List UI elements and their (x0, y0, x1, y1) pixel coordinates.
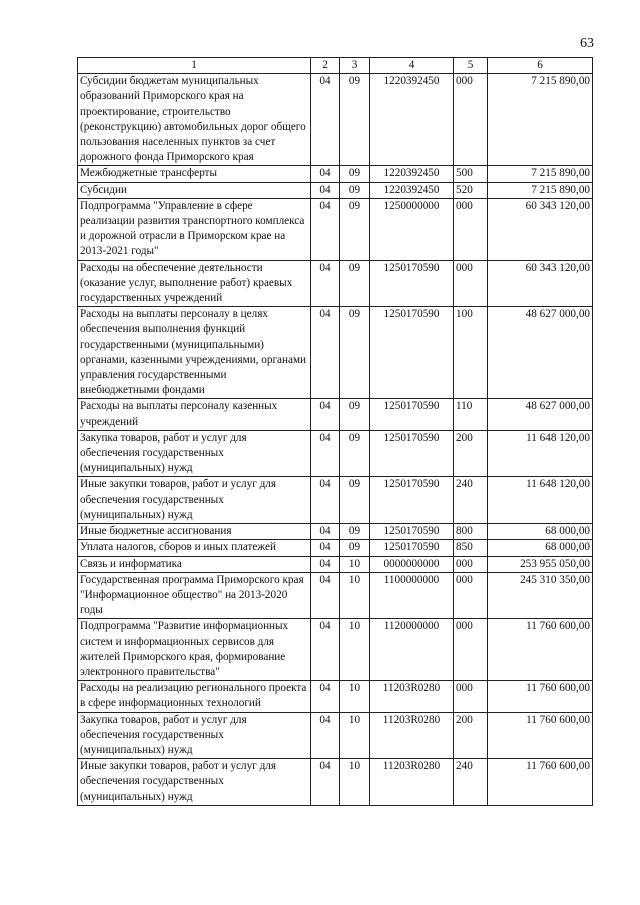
row-subsection: 09 (340, 524, 370, 540)
row-expense-type: 240 (454, 759, 488, 806)
table-row (78, 182, 593, 198)
row-subsection: 10 (340, 556, 370, 572)
row-expense-type: 000 (454, 260, 488, 307)
row-subsection: 09 (340, 399, 370, 430)
column-header-5: 5 (454, 58, 488, 74)
row-target-article: 1220392450 (370, 74, 454, 166)
row-name: Закупка товаров, работ и услуг для обеспечения государственных (муниципальных) нужд (78, 712, 311, 759)
row-amount: 7 215 890,00 (488, 74, 593, 166)
table-row (78, 430, 593, 477)
row-target-article: 11203R0280 (370, 712, 454, 759)
row-name: Субсидии бюджетам муниципальных образований Приморского края на проектирование, строительство (реконструкцию) автомобильных дорог общего пользования населенных пунктов за счет дорожного фонда Приморского края (78, 74, 311, 166)
row-subsection: 09 (340, 182, 370, 198)
row-expense-type: 200 (454, 430, 488, 477)
row-section: 04 (311, 74, 340, 166)
row-subsection: 09 (340, 477, 370, 524)
row-expense-type: 240 (454, 477, 488, 524)
table-row (78, 198, 593, 260)
row-amount: 11 648 120,00 (488, 430, 593, 477)
row-expense-type: 200 (454, 712, 488, 759)
row-subsection: 10 (340, 712, 370, 759)
row-amount: 11 760 600,00 (488, 759, 593, 806)
row-section: 04 (311, 430, 340, 477)
row-amount: 7 215 890,00 (488, 182, 593, 198)
row-target-article: 11203R0280 (370, 759, 454, 806)
row-name: Расходы на обеспечение деятельности (оказание услуг, выполнение работ) краевых государственных учреждений (78, 260, 311, 307)
row-section: 04 (311, 307, 340, 399)
row-amount: 11 760 600,00 (488, 619, 593, 681)
row-expense-type: 000 (454, 74, 488, 166)
row-subsection: 10 (340, 681, 370, 712)
row-amount: 60 343 120,00 (488, 198, 593, 260)
row-target-article: 1250000000 (370, 198, 454, 260)
row-expense-type: 800 (454, 524, 488, 540)
table-body (78, 74, 593, 806)
row-section: 04 (311, 712, 340, 759)
row-section: 04 (311, 540, 340, 556)
row-section: 04 (311, 556, 340, 572)
row-amount: 60 343 120,00 (488, 260, 593, 307)
table-row (78, 307, 593, 399)
table-row (78, 619, 593, 681)
row-amount: 11 648 120,00 (488, 477, 593, 524)
table-header-row (78, 58, 593, 74)
row-section: 04 (311, 198, 340, 260)
table-row (78, 477, 593, 524)
row-subsection: 09 (340, 74, 370, 166)
row-section: 04 (311, 182, 340, 198)
row-target-article: 1220392450 (370, 182, 454, 198)
row-subsection: 09 (340, 198, 370, 260)
row-subsection: 10 (340, 619, 370, 681)
row-subsection: 09 (340, 166, 370, 182)
row-section: 04 (311, 477, 340, 524)
row-target-article: 1250170590 (370, 477, 454, 524)
row-target-article: 1250170590 (370, 540, 454, 556)
row-target-article: 0000000000 (370, 556, 454, 572)
row-target-article: 1250170590 (370, 260, 454, 307)
row-subsection: 09 (340, 260, 370, 307)
row-amount: 48 627 000,00 (488, 307, 593, 399)
row-section: 04 (311, 399, 340, 430)
row-name: Государственная программа Приморского края "Информационное общество" на 2013-2020 годы (78, 572, 311, 619)
row-expense-type: 000 (454, 198, 488, 260)
table-row (78, 712, 593, 759)
row-name: Расходы на выплаты персоналу в целях обеспечения выполнения функций государственными (муниципальными) органами, казенными учреждениями, органами управления государственными внебюджетными фондами (78, 307, 311, 399)
row-amount: 11 760 600,00 (488, 681, 593, 712)
row-name: Закупка товаров, работ и услуг для обеспечения государственных (муниципальных) нужд (78, 430, 311, 477)
row-name: Расходы на выплаты персоналу казенных учреждений (78, 399, 311, 430)
column-header-4: 4 (370, 58, 454, 74)
row-name: Субсидии (78, 182, 311, 198)
row-expense-type: 500 (454, 166, 488, 182)
row-section: 04 (311, 260, 340, 307)
row-expense-type: 000 (454, 556, 488, 572)
table-row (78, 166, 593, 182)
row-name: Иные закупки товаров, работ и услуг для обеспечения государственных (муниципальных) нужд (78, 477, 311, 524)
row-target-article: 1250170590 (370, 307, 454, 399)
table-row (78, 260, 593, 307)
row-subsection: 10 (340, 759, 370, 806)
row-expense-type: 110 (454, 399, 488, 430)
table-row (78, 759, 593, 806)
column-header-3: 3 (340, 58, 370, 74)
row-subsection: 09 (340, 540, 370, 556)
row-expense-type: 520 (454, 182, 488, 198)
row-name: Межбюджетные трансферты (78, 166, 311, 182)
row-section: 04 (311, 681, 340, 712)
table-row (78, 524, 593, 540)
row-target-article: 1100000000 (370, 572, 454, 619)
row-amount: 68 000,00 (488, 524, 593, 540)
table-row (78, 540, 593, 556)
row-subsection: 09 (340, 430, 370, 477)
table-row (78, 74, 593, 166)
row-expense-type: 000 (454, 681, 488, 712)
column-header-2: 2 (311, 58, 340, 74)
row-target-article: 11203R0280 (370, 681, 454, 712)
row-amount: 7 215 890,00 (488, 166, 593, 182)
row-target-article: 1250170590 (370, 399, 454, 430)
table-row (78, 556, 593, 572)
row-section: 04 (311, 166, 340, 182)
row-expense-type: 000 (454, 572, 488, 619)
row-amount: 253 955 050,00 (488, 556, 593, 572)
row-target-article: 1250170590 (370, 524, 454, 540)
column-header-1: 1 (78, 58, 311, 74)
row-amount: 245 310 350,00 (488, 572, 593, 619)
row-name: Иные закупки товаров, работ и услуг для обеспечения государственных (муниципальных) нужд (78, 759, 311, 806)
table-row (78, 399, 593, 430)
row-name: Связь и информатика (78, 556, 311, 572)
row-expense-type: 850 (454, 540, 488, 556)
row-expense-type: 100 (454, 307, 488, 399)
row-subsection: 09 (340, 307, 370, 399)
row-name: Подпрограмма "Управление в сфере реализации развития транспортного комплекса и дорожной отрасли в Приморском крае на 2013-2021 годы" (78, 198, 311, 260)
row-amount: 48 627 000,00 (488, 399, 593, 430)
page-number: 63 (580, 36, 594, 51)
row-target-article: 1250170590 (370, 430, 454, 477)
row-section: 04 (311, 759, 340, 806)
table-row (78, 681, 593, 712)
budget-table (77, 57, 593, 806)
row-name: Иные бюджетные ассигнования (78, 524, 311, 540)
row-name: Уплата налогов, сборов и иных платежей (78, 540, 311, 556)
row-subsection: 10 (340, 572, 370, 619)
table-row (78, 572, 593, 619)
row-section: 04 (311, 619, 340, 681)
row-section: 04 (311, 572, 340, 619)
row-name: Подпрограмма "Развитие информационных систем и информационных сервисов для жителей Приморского края, формирование электронного правительства" (78, 619, 311, 681)
row-amount: 11 760 600,00 (488, 712, 593, 759)
row-name: Расходы на реализацию регионального проекта в сфере информационных технологий (78, 681, 311, 712)
row-target-article: 1120000000 (370, 619, 454, 681)
column-header-6: 6 (488, 58, 593, 74)
row-expense-type: 000 (454, 619, 488, 681)
row-target-article: 1220392450 (370, 166, 454, 182)
row-section: 04 (311, 524, 340, 540)
row-amount: 68 000,00 (488, 540, 593, 556)
